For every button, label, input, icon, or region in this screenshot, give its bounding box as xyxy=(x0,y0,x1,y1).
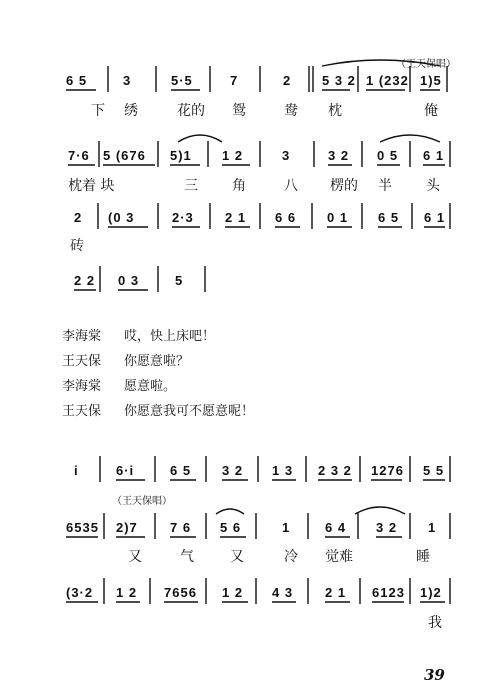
measure: 3 2 xyxy=(222,463,244,478)
measure: 5 (676 xyxy=(103,148,146,163)
lyric: 花的 xyxy=(177,103,205,119)
measure: 6123 xyxy=(372,585,405,600)
measure: 1 2 xyxy=(222,585,244,600)
measure: 6 5 xyxy=(378,210,400,225)
speaker-name: 李海棠 xyxy=(62,379,102,394)
lyric: 我 xyxy=(428,615,442,631)
measure: (0 3 xyxy=(108,210,135,225)
lyric: 又 xyxy=(128,549,142,565)
lyric: 觉难 xyxy=(325,549,353,565)
lyric: 头 xyxy=(426,178,440,194)
measure: (3·2 xyxy=(66,585,94,600)
measure: 1 (232 xyxy=(366,73,409,88)
measure: 2 1 xyxy=(325,585,347,600)
measure: 7 6 xyxy=(170,520,192,535)
measure: 6 5 xyxy=(170,463,192,478)
measure: 7 xyxy=(230,73,239,88)
measure: 2 xyxy=(74,210,83,225)
lyric: 气 xyxy=(180,549,194,565)
speaker-name: 王天保 xyxy=(62,404,102,419)
lyric: 冷 xyxy=(284,549,298,565)
measure: 1)2 xyxy=(420,585,442,600)
measure: 0 5 xyxy=(377,148,399,163)
measure: 6·i xyxy=(116,463,135,478)
measure: 6535 xyxy=(66,520,99,535)
lyric: 枕着 块 xyxy=(68,178,115,194)
measure: 2·3 xyxy=(172,210,194,225)
measure: 3 2 xyxy=(328,148,350,163)
lyric: 睡 xyxy=(416,549,430,565)
measure: 1 xyxy=(282,520,291,535)
measure: 3 xyxy=(282,148,291,163)
measure: 5 3 2 xyxy=(322,73,356,88)
lyric: 半 xyxy=(378,178,392,194)
measure: 5)1 xyxy=(170,148,192,163)
measure: 1276 xyxy=(371,463,404,478)
measure: 3 2 xyxy=(376,520,398,535)
measure: 1 3 xyxy=(272,463,294,478)
spoken-line: 你愿意我可不愿意呢！ xyxy=(124,404,255,419)
speaker-name: 李海棠 xyxy=(62,329,102,344)
measure: 6 5 xyxy=(66,73,88,88)
measure: i xyxy=(74,463,79,478)
measure: 2 xyxy=(283,73,292,88)
measure: 1 2 xyxy=(222,148,244,163)
lyric: 砖 xyxy=(70,238,84,254)
lyric: 角 xyxy=(232,178,246,194)
spoken-line: 哎，快上床吧！ xyxy=(124,329,216,344)
measure: 6 4 xyxy=(325,520,347,535)
measure: 5 5 xyxy=(423,463,445,478)
page-number: 39 xyxy=(424,666,445,684)
lyric: 俺 xyxy=(424,103,438,119)
lyric: 楞的 xyxy=(330,178,358,194)
measure: 1)5 xyxy=(420,73,442,88)
lyric: 鸳 xyxy=(232,103,246,119)
spoken-line: 你愿意啦？ xyxy=(124,354,190,369)
lyric: 下 xyxy=(91,103,105,119)
singer-annotation: （王天保唱） xyxy=(396,59,456,70)
lyric: 三 xyxy=(184,178,198,194)
measure: 2)7 xyxy=(116,520,138,535)
lyric: 绣 xyxy=(124,103,138,119)
measure: 0 1 xyxy=(327,210,349,225)
measure: 3 xyxy=(123,73,132,88)
measure: 4 3 xyxy=(272,585,294,600)
measure: 6 1 xyxy=(424,210,446,225)
speaker-name: 王天保 xyxy=(62,354,102,369)
measure: 2 2 xyxy=(74,273,96,288)
measure: 6 1 xyxy=(423,148,445,163)
measure: 7·6 xyxy=(68,148,90,163)
lyric: 鸯 xyxy=(284,103,298,119)
measure: 5 xyxy=(175,273,184,288)
measure: 2 3 2 xyxy=(318,463,352,478)
lyric: 八 xyxy=(284,178,298,194)
lyric: 又 xyxy=(230,549,244,565)
singer-annotation: （王天保唱） xyxy=(112,496,172,507)
spoken-line: 愿意啦。 xyxy=(124,379,177,394)
measure: 0 3 xyxy=(118,273,140,288)
measure: 2 1 xyxy=(225,210,247,225)
measure: 1 xyxy=(428,520,437,535)
measure: 7656 xyxy=(164,585,197,600)
measure: 5·5 xyxy=(171,73,193,88)
lyric: 枕 xyxy=(328,103,342,119)
measure: 6 6 xyxy=(275,210,297,225)
measure: 1 2 xyxy=(116,585,138,600)
measure: 5 6 xyxy=(220,520,242,535)
